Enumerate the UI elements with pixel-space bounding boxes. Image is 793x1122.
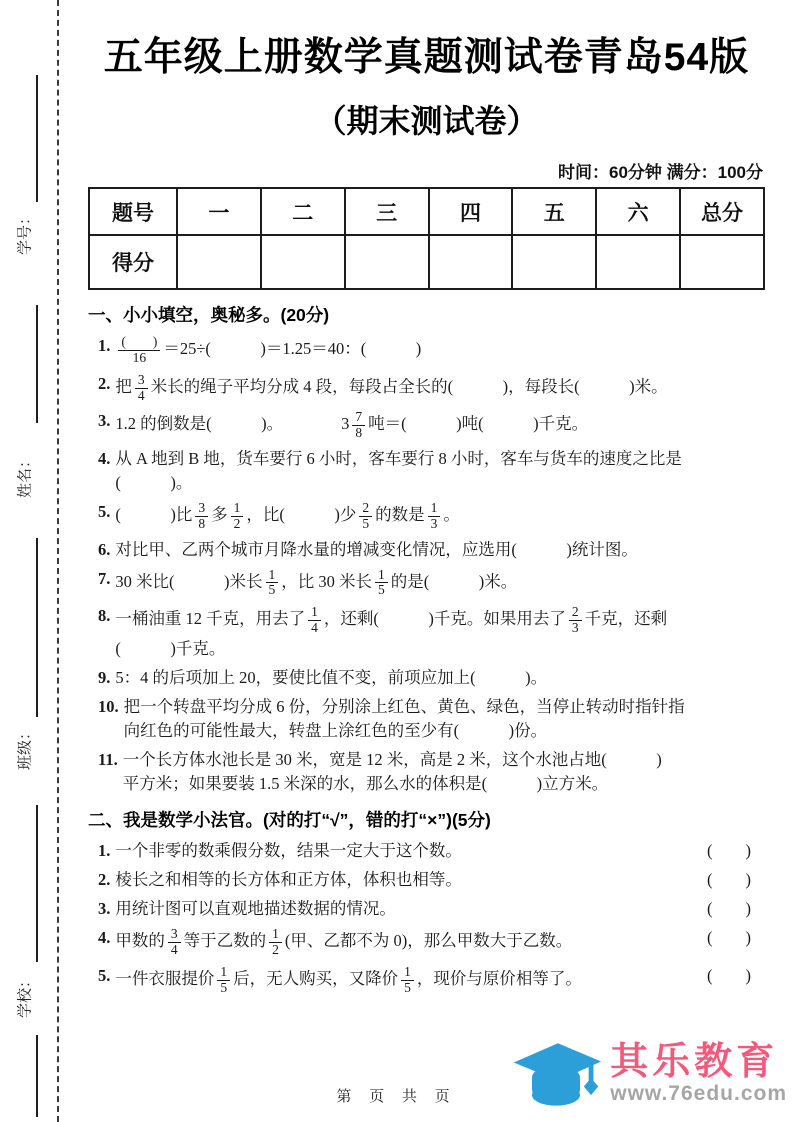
question-item [98, 538, 765, 562]
answer-brackets: ( ) [707, 841, 751, 861]
question-item [98, 409, 765, 442]
score-cell [345, 235, 429, 289]
score-table-score-row [89, 235, 764, 289]
score-cell [512, 235, 596, 289]
question-text: 对比甲、乙两个城市月降水量的增减变化情况，应选用( )统计图。 [115, 539, 638, 559]
question-item [98, 839, 765, 863]
question-text: 用统计图可以直观地描述数据的情况。 [115, 899, 396, 919]
score-cell [429, 235, 513, 289]
section1-title: 一、小小填空，奥秘多。(20分) [88, 305, 330, 325]
question-text: 一个长方体水池长是 30 米，宽是 12 米，高是 2 米，这个水池占地( ) 平方米；如果要装 1.5 米深的水，那么水的体积是( )立方米。 [122, 749, 662, 793]
brand-logo [508, 1032, 787, 1116]
class-label: 班级： [17, 725, 34, 771]
name-label: 姓名： [17, 453, 34, 499]
section-fill-in-blanks [88, 302, 765, 795]
question-item [98, 926, 765, 959]
question-item [98, 897, 765, 921]
brand-name: 其乐教育 [610, 1040, 779, 1083]
fraction: $\frac{1}{2}$ [231, 501, 244, 532]
score-header-cell: 四 [429, 188, 513, 235]
score-cell [596, 235, 680, 289]
question-number: 1. [98, 841, 111, 861]
question-item [98, 748, 765, 796]
fraction: $\frac{1}{4}$ [308, 605, 321, 636]
question-number: 3. [98, 899, 111, 919]
question-item [98, 604, 765, 661]
write-blank-line [36, 538, 38, 717]
score-table-header-row [89, 188, 764, 235]
question-number: 6. [98, 539, 111, 559]
question-text: 棱长之和相等的长方体和正方体，体积也相等。 [115, 870, 462, 890]
fraction: $\frac{3}{4}$ [135, 373, 148, 404]
score-header-cell: 五 [512, 188, 596, 235]
school-label: 学校： [17, 973, 34, 1019]
question-number: 2. [98, 373, 111, 393]
fraction: $\frac{1}{5}$ [217, 965, 230, 996]
question-text: 5：4 的后项加上 20，要使比值不变，前项应加上( )。 [115, 667, 548, 687]
score-cell [261, 235, 345, 289]
question-number: 11. [98, 749, 118, 769]
question-item [98, 447, 765, 495]
page-footer: 第 页 共 页 [336, 1089, 457, 1105]
graduation-cap-icon [508, 1032, 604, 1116]
fraction: $\frac{2}{5}$ [359, 501, 372, 532]
fraction: $\frac{1}{5}$ [266, 568, 279, 599]
score-header-cell: 题号 [89, 188, 177, 235]
seal-dashed-line [57, 0, 59, 1122]
fraction: $\frac{7}{8}$ [352, 410, 365, 441]
question-text: 甲数的 $\frac{3}{4}$ 等于乙数的 $\frac{1}{2}$ (甲、乙都不为 0)，那么甲数大于乙数。 [115, 926, 573, 958]
page-subtitle: （期末测试卷） [314, 103, 539, 139]
question-text: $\frac{( )}{16}$ ＝25÷( )＝1.25＝40：( ) [115, 334, 765, 367]
question-item [98, 334, 765, 367]
answer-brackets: ( ) [707, 965, 751, 985]
question-number: 2. [98, 870, 111, 890]
score-header-cell: 总分 [680, 188, 764, 235]
paper-content [88, 0, 765, 1002]
section2-title: 二、我是数学小法官。(对的打“√”，错的打“×”)(5分) [88, 810, 491, 831]
question-number: 5. [98, 965, 111, 985]
question-item [98, 868, 765, 892]
fraction: $\frac{1}{2}$ [269, 927, 282, 958]
question-text: ( )比 $\frac{3}{8}$ 多 $\frac{1}{2}$ ，比( )少 $\frac{2}{5}$ 的数是 $\frac{1}{3}$ 。 [115, 499, 460, 531]
question-text: 一桶油重 12 千克，用去了 $\frac{1}{4}$ ，还剩( )千克。如果用去了 $\frac{2}{3}$ 千克，还剩 ( )千克。 [115, 604, 668, 658]
brand-text-block [610, 1040, 787, 1106]
answer-brackets: ( ) [707, 928, 751, 948]
write-blank-line [36, 305, 38, 423]
question-text: 一件衣服提价 $\frac{1}{5}$ 后，无人购买，又降价 $\frac{1}{5}$ ，现价与原价相等了。 [115, 963, 582, 995]
question-number: 1. [98, 336, 111, 355]
question-item [98, 500, 765, 533]
fraction: $\frac{( )}{16}$ [118, 335, 160, 366]
question-item [98, 964, 765, 997]
question-item [98, 372, 765, 405]
question-text: 30 米比( )米长 $\frac{1}{5}$ ，比 30 米长 $\frac{1}{5}$ 的是( )米。 [115, 566, 518, 598]
score-header-cell: 六 [596, 188, 680, 235]
question-number: 9. [98, 667, 111, 687]
score-header-cell: 一 [177, 188, 261, 235]
question-number: 5. [98, 501, 111, 521]
answer-brackets: ( ) [707, 899, 751, 919]
fraction: $\frac{3}{8}$ [195, 501, 208, 532]
question-number: 10. [98, 696, 119, 716]
question-number: 3. [98, 411, 111, 431]
student-id-label: 学号： [17, 210, 34, 256]
fraction: $\frac{3}{4}$ [168, 927, 181, 958]
write-blank-line [36, 805, 38, 962]
question-item [98, 567, 765, 600]
score-header-cell: 二 [261, 188, 345, 235]
question-item [98, 666, 765, 690]
brand-url: www.76edu.com [610, 1082, 787, 1106]
write-blank-line [36, 75, 38, 202]
question-text: 从 A 地到 B 地，货车要行 6 小时，客车要行 8 小时，客车与货车的速度之比是 ( )。 [115, 449, 682, 492]
score-table [88, 187, 765, 290]
question-number: 7. [98, 568, 111, 588]
question-number: 4. [98, 449, 111, 469]
question-text: 把一个转盘平均分成 6 份，分别涂上红色、黄色、绿色，当停止转动时指针指 向红色的可能性最大，转盘上涂红色的至少有( )份。 [123, 696, 685, 740]
question-text: 1.2 的倒数是( )。 3 $\frac{7}{8}$ 吨＝( )吨( )千克。 [115, 409, 589, 441]
fraction: $\frac{2}{3}$ [569, 605, 582, 636]
score-cell [680, 235, 764, 289]
score-header-cell: 三 [345, 188, 429, 235]
question-number: 8. [98, 606, 111, 626]
fraction: $\frac{1}{5}$ [401, 965, 414, 996]
fraction: $\frac{1}{5}$ [375, 568, 388, 599]
page-title: 五年级上册数学真题测试卷青岛54版 [103, 36, 750, 79]
fraction: $\frac{1}{3}$ [428, 501, 441, 532]
exam-time-score-info: 时间：60分钟 满分：100分 [558, 163, 763, 182]
question-item [98, 695, 765, 743]
question-number: 4. [98, 928, 111, 948]
section2-questions [88, 839, 765, 996]
section1-questions [88, 334, 765, 795]
question-text: 一个非零的数乘假分数，结果一定大于这个数。 [115, 841, 462, 861]
score-row-label: 得分 [89, 235, 177, 289]
question-text: 把 $\frac{3}{4}$ 米长的绳子平均分成 4 段，每段占全长的( )，每段长( )米。 [115, 371, 668, 403]
score-cell [177, 235, 261, 289]
section-true-false [88, 807, 765, 996]
answer-brackets: ( ) [707, 870, 751, 890]
